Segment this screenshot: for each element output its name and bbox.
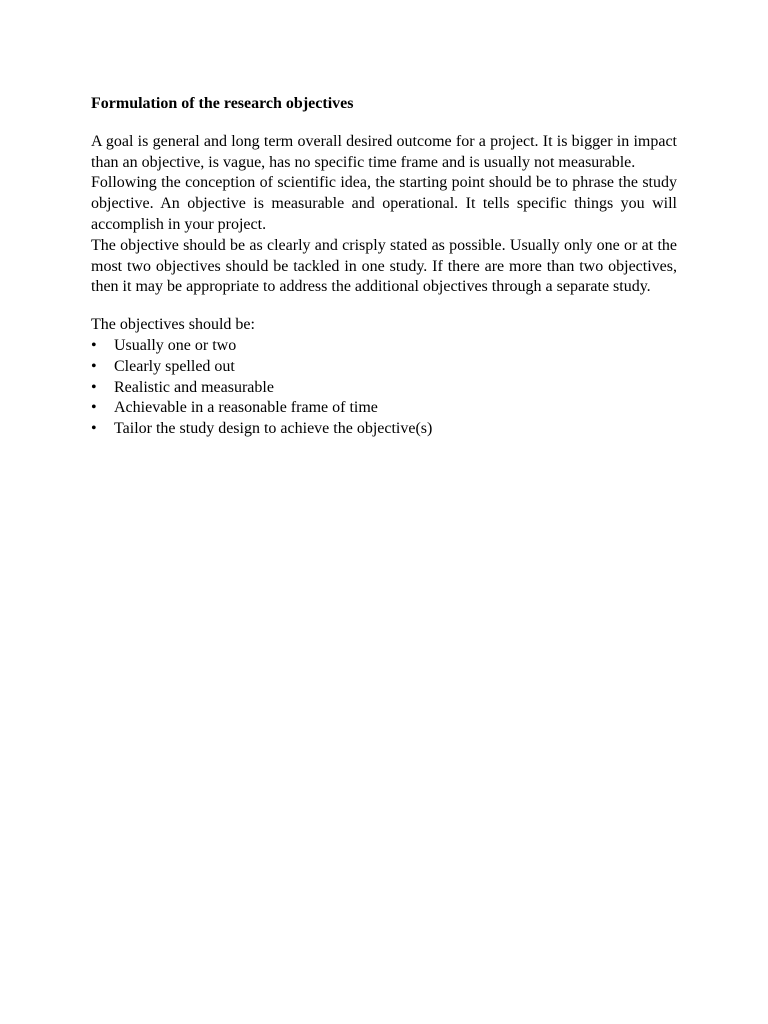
bullet-icon: •	[91, 420, 97, 438]
list-item	[91, 378, 677, 399]
list-item-text: Realistic and measurable	[114, 378, 274, 396]
list-item	[91, 398, 677, 419]
bullet-icon: •	[91, 399, 97, 417]
list-intro: The objectives should be:	[91, 316, 255, 334]
paragraph-goal: A goal is general and long term overall desired outcome for a project. It is bigger in impact than an objective, is vague, has no specific time frame and is usually not measurable.	[91, 132, 677, 171]
list-item	[91, 357, 677, 378]
paragraph-objective-definition: Following the conception of scientific idea, the starting point should be to phrase the study objective. An objective is measurable and operational. It tells specific things you will accomplish in your project.	[91, 174, 677, 233]
bullet-icon: •	[91, 336, 97, 354]
paragraph-objective-count: The objective should be as clearly and crisply stated as possible. Usually only one or at the most two objectives should be tackled in one study. If there are more than two objectives, then it may be appropriate to address the additional objectives through a separate study.	[91, 236, 677, 296]
list-item-text: Tailor the study design to achieve the objective(s)	[114, 420, 433, 438]
list-item	[91, 419, 677, 440]
list-item	[91, 336, 677, 357]
list-item-text: Clearly spelled out	[114, 357, 235, 375]
document-page	[91, 94, 677, 440]
bullet-icon: •	[91, 357, 97, 375]
bullet-icon: •	[91, 378, 97, 396]
list-item-text: Achievable in a reasonable frame of time	[114, 399, 378, 417]
paragraph-group	[91, 132, 677, 298]
section-heading: Formulation of the research objectives	[91, 95, 354, 112]
objectives-list	[91, 336, 677, 440]
list-item-text: Usually one or two	[114, 336, 237, 354]
